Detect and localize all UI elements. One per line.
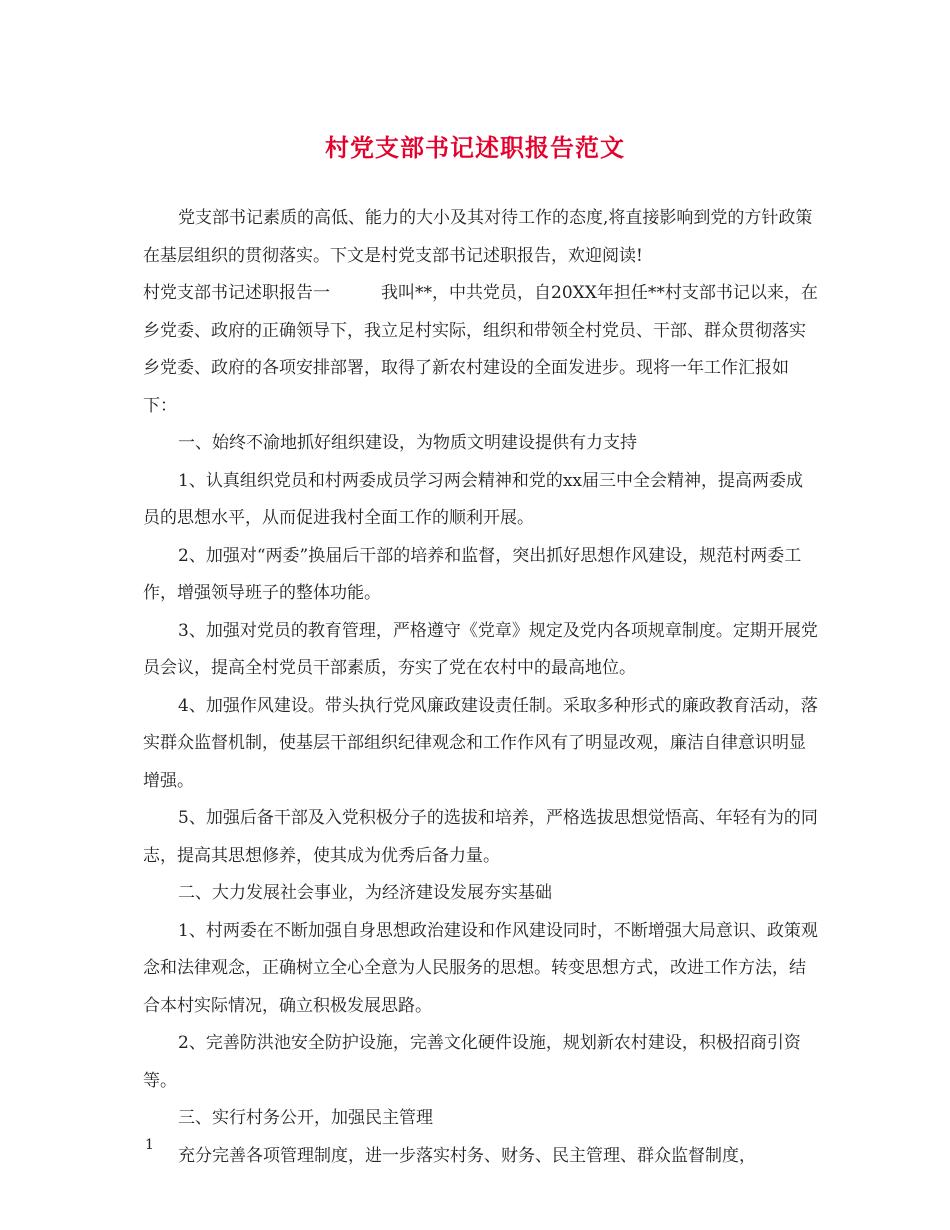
section-heading: 一、始终不渝地抓好组织建设，为物质文明建设提供有力支持	[178, 433, 637, 453]
paragraph: 党支部书记素质的高低、能力的大小及其对待工作的态度,将直接影响到党的方针政策在基层组织的贯彻落实。下文是村党支部书记述职报告，欢迎阅读!	[143, 208, 813, 266]
paragraph: 1、认真组织党员和村两委成员学习两会精神和党的xx届三中全会精神，提高两委成员的思想水平，从而促进我村全面工作的顺利开展。	[143, 470, 803, 528]
paragraph: 2、加强对“两委”换届后干部的培养和监督，突出抓好思想作风建设，规范村两委工作，增强领导班子的整体功能。	[143, 545, 802, 603]
paragraph: 3、加强对党员的教育管理，严格遵守《党章》规定及党内各项规章制度。定期开展党员会议，提高全村党员干部素质，夯实了党在农村中的最高地位。	[143, 620, 818, 678]
paragraph: 2、完善防洪池安全防护设施，完善文化硬件设施，规划新农村建设，积极招商引资等。	[143, 1033, 801, 1091]
section-heading: 二、大力发展社会事业，为经济建设发展夯实基础	[178, 883, 552, 903]
paragraph: 1、村两委在不断加强自身思想政治建设和作风建设同时，不断增强大局意识、政策观念和法律观念，正确树立全心全意为人民服务的思想。转变思想方式，改进工作方法，结合本村实际情况，确立积极发展思路。	[143, 920, 818, 1016]
paragraph: 4、加强作风建设。带头执行党风廉政建设责任制。采取多种形式的廉政教育活动，落实群众监督机制，使基层干部组织纪律观念和工作作风有了明显改观，廉洁自律意识明显增强。	[143, 695, 818, 791]
paragraph: 5、加强后备干部及入党积极分子的选拔和培养，严格选拔思想觉悟高、年轻有为的同志，提高其思想修养，使其成为优秀后备力量。	[143, 808, 818, 866]
document-body	[143, 200, 819, 1175]
paragraph: 充分完善各项管理制度，进一步落实村务、财务、民主管理、群众监督制度，	[178, 1145, 756, 1166]
page-number: 1	[145, 1137, 154, 1153]
document-title: 村党支部书记述职报告范文	[325, 133, 625, 162]
section-heading: 三、实行村务公开，加强民主管理	[178, 1108, 433, 1128]
paragraph: 村党支部书记述职报告一 我叫**，中共党员，自20XX年担任**村支部书记以来，在乡党委、政府的正确领导下，我立足村实际，组织和带领全村党员、干部、群众贯彻落实乡党委、政府的各项安排部署，取得了新农村建设的全面发进步。现将一年工作汇报如下：	[143, 283, 818, 416]
